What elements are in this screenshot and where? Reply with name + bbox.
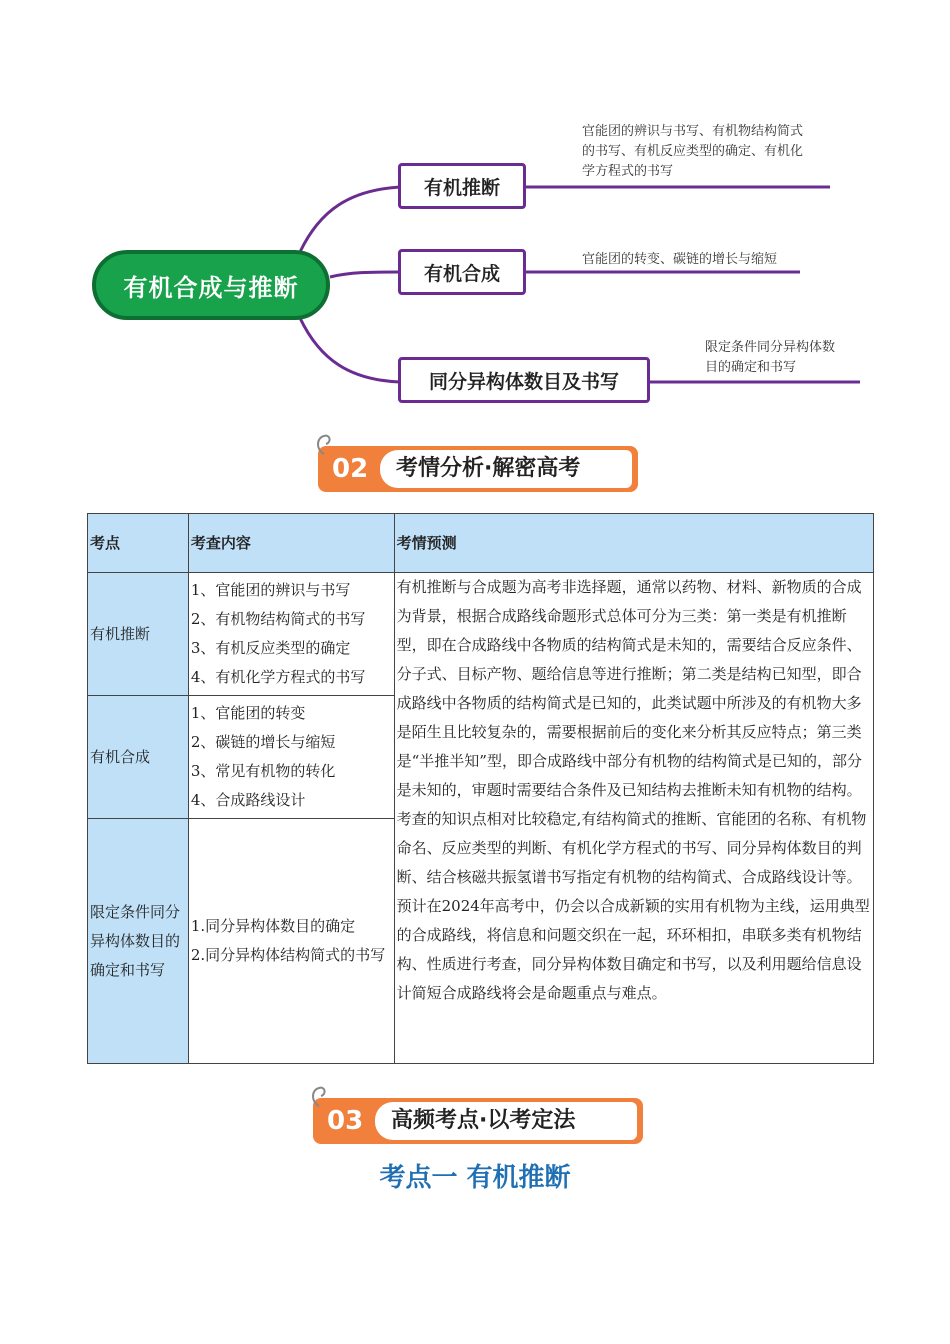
content-item: 3、常见有机物的转化 [190,762,336,780]
section-banner-02 [318,436,638,492]
content-cell [188,819,394,1064]
header-topic: 考点 [88,514,189,573]
branch-organic-synthesis: 有机合成 [398,249,526,295]
content-item: 2、碳链的增长与缩短 [190,733,336,751]
header-prediction: 考情预测 [394,514,873,573]
content-item: 4、有机化学方程式的书写 [190,668,366,686]
content-item: 1.同分异构体数目的确定 [190,917,356,935]
branch-organic-synthesis-note [582,250,777,270]
topic-cell: 有机推断 [88,573,189,696]
mind-map [0,0,950,420]
topic-cell: 有机合成 [88,696,189,819]
note-line: 官能团的转变、碳链的增长与缩短 [582,252,778,267]
note-line: 限定条件同分异构体数 [705,340,836,355]
prediction-cell: 有机推断与合成题为高考非选择题，通常以药物、材料、新物质的合成为背景，根据合成路线命题形式总体可分为三类：第一类是有机推断型，即在合成路线中各物质的结构简式是未知的，需要结合反应条件、分子式、目标产物、题给信息等进行推断；第二类是结构已知型，即合成路线中各物质的结构简式是已知的，此类试题中所涉及的有机物大多是陌生且比较复杂的，需要根据前后的变化来分析其反应特点；第三类是“半推半知”型，即合成路线中部分有机物的结构简式是已知的，部分是未知的，审题时需要结合条件及已知结构去推断未知有机物的结构。考查的知识点相对比较稳定,有结构简式的推断、官能团的名称、有机物命名、反应类型的判断、有机化学方程式的书写、同分异构体数目的判断、结合核磁共振氢谱书写指定有机物的结构简式、合成路线设计等。预计在2024年高考中，仍会以合成新颖的实用有机物为主线，运用典型的合成路线，将信息和问题交织在一起，环环相扣，串联多类有机物结构、性质进行考查，同分异构体数目确定和书写，以及利用题给信息设计简短合成路线将会是命题重点与难点。 [394,573,873,1064]
branch-organic-inference: 有机推断 [398,163,526,209]
branch-organic-inference-note [582,122,803,182]
banner-number: 02 [332,454,369,484]
branch-isomers: 同分异构体数目及书写 [398,357,650,403]
content-item: 3、有机反应类型的确定 [190,639,351,657]
content-item: 1、官能团的转变 [190,704,306,722]
topic-cell: 限定条件同分异构体数目的确定和书写 [88,819,189,1064]
mind-map-root: 有机合成与推断 [92,250,330,320]
content-cell [188,573,394,696]
content-item: 4、合成路线设计 [190,791,306,809]
note-line: 官能团的辨识与书写、有机物结构简式 [582,124,804,139]
header-content: 考查内容 [188,514,394,573]
section-title: 考点一 有机推断 [379,1163,571,1193]
content-cell [188,696,394,819]
table-header-row [88,514,874,573]
banner-number: 03 [327,1106,364,1136]
note-line: 目的确定和书写 [705,360,797,375]
branch-isomers-note [705,338,835,378]
content-item: 2、有机物结构简式的书写 [190,610,366,628]
banner-title: 考情分析·解密高考 [380,450,632,488]
content-item: 1、官能团的辨识与书写 [190,581,351,599]
banner-title: 高频考点·以考定法 [375,1102,637,1140]
table-row [88,573,874,696]
section-banner-03 [313,1088,643,1144]
content-item: 2.同分异构体结构简式的书写 [190,946,386,964]
exam-analysis-table [87,513,874,1064]
note-line: 学方程式的书写 [582,164,674,179]
note-line: 的书写、有机反应类型的确定、有机化 [582,144,804,159]
